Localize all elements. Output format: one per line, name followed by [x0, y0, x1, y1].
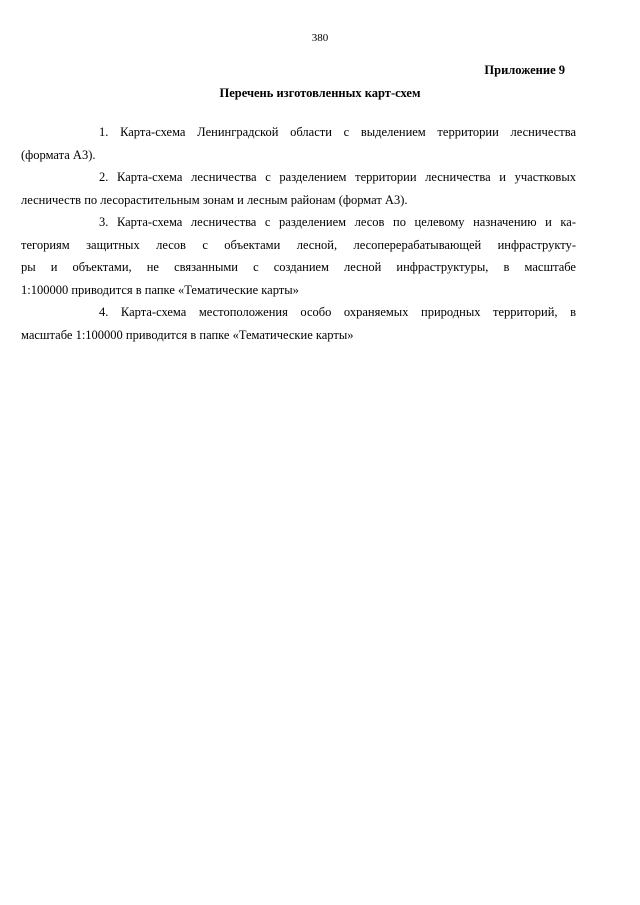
list-item-4 — [21, 301, 576, 346]
map-list — [21, 121, 576, 346]
appendix-label: Приложение 9 — [484, 63, 565, 77]
list-item-line: тегориям защитных лесов с объектами лесной, лесоперерабатывающей инфраструкту- — [21, 237, 576, 252]
list-item-3 — [21, 211, 576, 301]
page-number: 380 — [311, 32, 329, 44]
list-item-line: 1:100000 приводится в папке «Тематические карты» — [21, 282, 299, 297]
list-item-line: ры и объектами, не связанными с созданием лесной инфраструктуры, в масштабе — [21, 260, 576, 274]
list-item-line: 3. Карта-схема лесничества с разделением лесов по целевому назначению и ка- — [99, 215, 576, 229]
list-item-1 — [21, 121, 576, 166]
list-item-2 — [21, 166, 576, 211]
list-item-line: лесничеств по лесорастительным зонам и лесным районам (формат А3). — [21, 192, 408, 207]
list-item-line: 2. Карта-схема лесничества с разделением территории лесничества и участковых — [99, 170, 576, 184]
document-title: Перечень изготовленных карт-схем — [219, 86, 421, 100]
list-item-line: 4. Карта-схема местоположения особо охраняемых природных территорий, в — [99, 305, 576, 319]
list-item-line: масштабе 1:100000 приводится в папке «Тематические карты» — [21, 327, 354, 342]
list-item-line: (формата А3). — [21, 147, 96, 162]
list-item-line: 1. Карта-схема Ленинградской области с выделением территории лесничества — [99, 125, 576, 139]
